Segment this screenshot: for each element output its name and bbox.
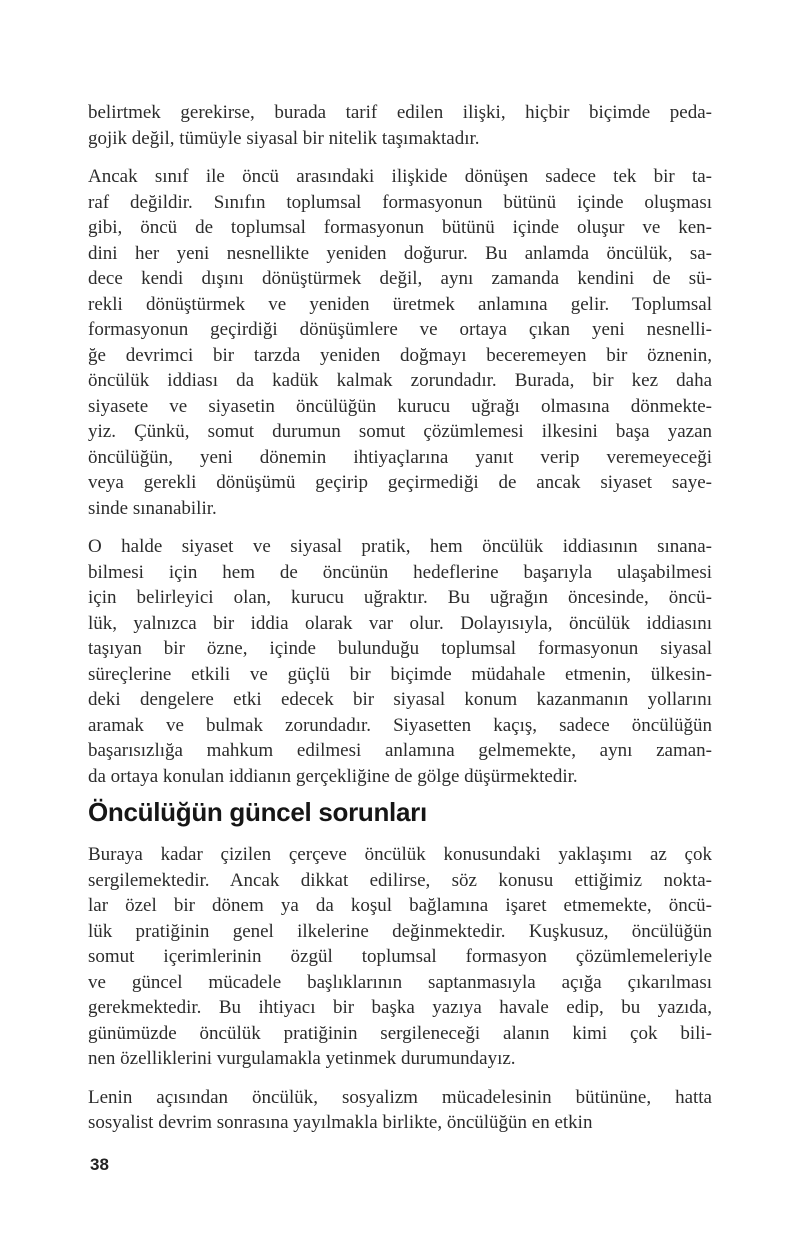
text-line: lük, yalnızca bir iddia olarak var olur. Dolayısıyla, öncülük iddiasını [88,612,712,634]
text-line: Buraya kadar çizilen çerçeve öncülük konusundaki yaklaşımı az çok [88,844,712,865]
text-line: Lenin açısından öncülük, sosyalizm mücadelesinin bütününe, hatta [88,1086,712,1108]
text-line: yiz. Çünkü, somut durumun somut çözümlemesi ilkesini başa yazan [88,421,712,442]
text-line: öncülük iddiası da kadük kalmak zorundadır. Burada, bir kez daha [88,370,712,391]
page-number: 38 [90,1155,109,1174]
text-line: günümüzde öncülük pratiğinin sergileneceği alanın kimi çok bili- [88,1022,712,1044]
text-line: raf değildir. Sınıfın toplumsal formasyonun bütünü içinde oluşması [88,191,712,213]
text-line: dini her yeni nesnellikte yeniden doğurur. Bu anlamda öncülük, sa- [88,242,712,264]
text-line: O halde siyaset ve siyasal pratik, hem öncülük iddiasının sınana- [88,536,712,557]
paragraph [88,164,712,521]
text-line: bilmesi için hem de öncünün hedeflerine başarıyla ulaşabilmesi [88,561,712,583]
text-line: için belirleyici olan, kurucu uğraktır. Bu uğrağın öncesinde, öncü- [88,587,712,608]
text-line: öncülüğün, yeni dönemin ihtiyaçlarına yanıt verip veremeyeceği [88,446,712,468]
paragraph [88,1085,712,1136]
text-line: taşıyan bir özne, içinde bulunduğu toplumsal formasyonun siyasal [88,638,712,659]
text-line: gerekmektedir. Bu ihtiyacı bir başka yazıya havale edip, bu yazıda, [88,997,712,1018]
paragraph [88,534,712,789]
text-line: ğe devrimci bir tarzda yeniden doğmayı beceremeyen bir öznenin, [88,344,712,366]
text-line: sosyalist devrim sonrasına yayılmakla birlikte, öncülüğün en etkin [88,1112,593,1133]
text-line: sergilemektedir. Ancak dikkat edilirse, söz konusu ettiğimiz nokta- [88,869,712,891]
text-line: belirtmek gerekirse, burada tarif edilen ilişki, hiçbir biçimde peda- [88,102,712,123]
text-line: formasyonun geçirdiği dönüşümlere ve ortaya çıkan yeni nesnelli- [88,319,712,340]
text-line: da ortaya konulan iddianın gerçekliğine de gölge düşürmektedir. [88,765,578,787]
text-line: siyasete ve siyasetin öncülüğün kurucu uğrağı olmasına dönmekte- [88,395,712,417]
text-line: dece kendi dışını dönüştürmek değil, aynı zamanda kendini de sü- [88,268,712,289]
text-line: rekli dönüştürmek ve yeniden üretmek anlamına gelir. Toplumsal [88,293,712,315]
text-column [88,100,712,1149]
text-line: süreçlerine etkili ve güçlü bir biçimde müdahale etmenin, ülkesin- [88,663,712,685]
text-line: deki dengelere etki edecek bir siyasal konum kazanmanın yollarını [88,689,712,710]
text-line: gibi, öncü de toplumsal formasyonun bütünü içinde oluşur ve ken- [88,217,712,238]
text-line: aramak ve bulmak zorundadır. Siyasetten kaçış, sadece öncülüğün [88,714,712,736]
paragraph [88,842,712,1072]
text-line: başarısızlığa mahkum edilmesi anlamına gelmemekte, aynı zaman- [88,740,712,761]
text-line: gojik değil, tümüyle siyasal bir nitelik taşımaktadır. [88,127,480,149]
text-line: lar özel bir dönem ya da koşul bağlamına işaret etmemekte, öncü- [88,895,712,916]
text-line: ve güncel mücadele başlıklarının saptanmasıyla açığa çıkarılması [88,971,712,993]
paragraph [88,100,712,151]
text-line: veya gerekli dönüşümü geçirip geçirmediği de ancak siyaset saye- [88,472,712,493]
text-line: nen özelliklerini vurgulamakla yetinmek durumundayız. [88,1048,516,1069]
text-line: Ancak sınıf ile öncü arasındaki ilişkide dönüşen sadece tek bir ta- [88,166,712,187]
text-line: somut içerimlerinin özgül toplumsal formasyon çözümlemeleriyle [88,946,712,967]
text-line: sinde sınanabilir. [88,497,217,519]
text-line: lük pratiğinin genel ilkelerine değinmektedir. Kuşkusuz, öncülüğün [88,920,712,942]
section-heading: Öncülüğün güncel sorunları [88,797,427,827]
